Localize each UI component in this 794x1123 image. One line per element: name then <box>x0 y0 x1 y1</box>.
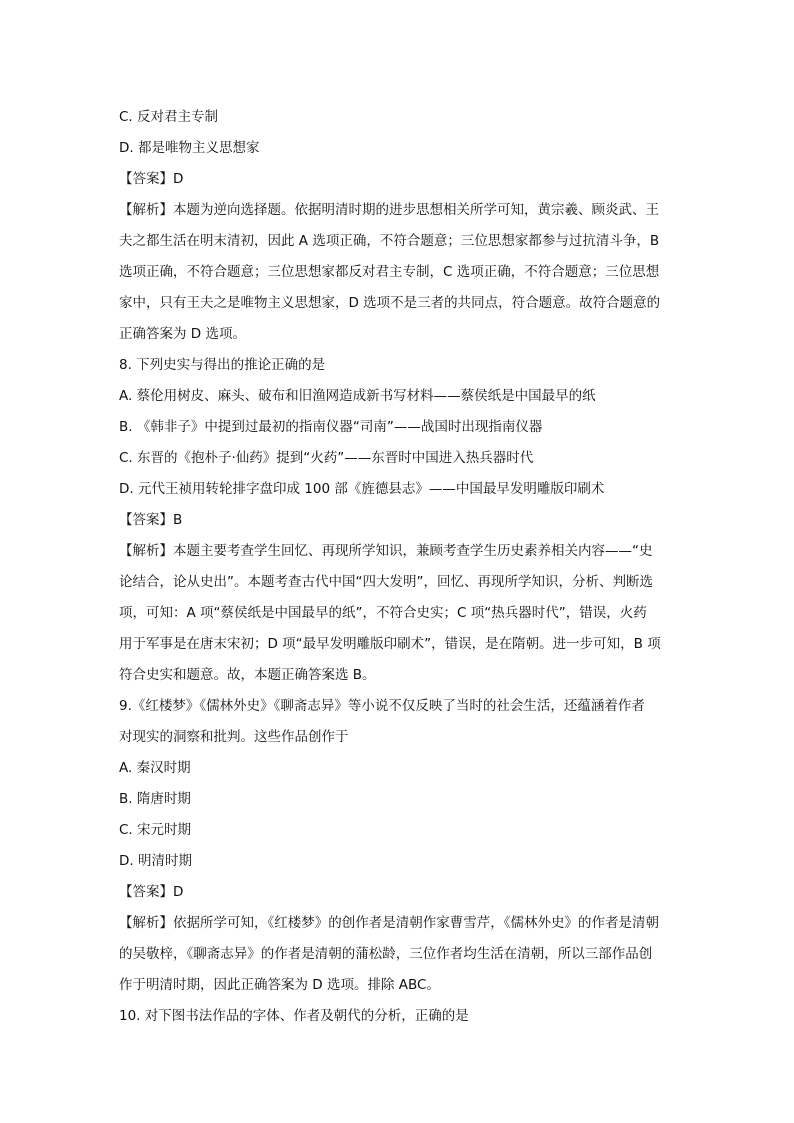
q9-analysis <box>119 908 679 1001</box>
q9-analysis-line: 的吴敬梓，《聊斋志异》的作者是清朝的蒲松龄，三位作者均生活在清朝，所以三部作品创 <box>119 946 653 962</box>
q9-option-d: D. 明清时期 <box>119 853 192 869</box>
q8-analysis-line: 【解析】本题主要考查学生回忆、再现所学知识，兼顾考查学生历史素养相关内容——“史 <box>119 543 653 559</box>
q7-analysis-line: 家中，只有王夫之是唯物主义思想家，D 选项不是三者的共同点，符合题意。故符合题意的 <box>119 295 661 311</box>
q8-stem: 8. 下列史实与得出的推论正确的是 <box>119 357 326 373</box>
document-page <box>119 102 679 1032</box>
q7-analysis-line: 夫之都生活在明末清初，因此 A 选项正确，不符合题意；三位思想家都参与过抗清斗争，B <box>119 233 660 249</box>
q8-answer: 【答案】B <box>119 512 183 528</box>
q9-stem <box>119 691 679 753</box>
q9-option-c: C. 宋元时期 <box>119 822 192 838</box>
q8-analysis-line: 符合史实和题意。故，本题正确答案选 B。 <box>119 667 376 683</box>
q7-answer: 【答案】D <box>119 171 184 187</box>
q7-option-c: C. 反对君主专制 <box>119 109 219 125</box>
q9-option-b: B. 隋唐时期 <box>119 791 191 807</box>
q8-option-d: D. 元代王祯用转轮排字盘印成 100 部《旌德县志》——中国最早发明雕版印刷术 <box>119 481 605 497</box>
q8-analysis <box>119 536 679 691</box>
q9-answer: 【答案】D <box>119 884 184 900</box>
q9-analysis-line: 作于明清时期，因此正确答案为 D 选项。排除 ABC。 <box>119 977 440 993</box>
q8-analysis-line: 项，可知：A 项“蔡侯纸是中国最早的纸”，不符合史实；C 项“热兵器时代”，错误，火药 <box>119 605 647 621</box>
q8-analysis-line: 论结合，论从史出”。本题考查古代中国“四大发明”，回忆、再现所学知识，分析、判断选 <box>119 574 653 590</box>
q7-analysis-line: 【解析】本题为逆向选择题。依据明清时期的进步思想相关所学可知，黄宗羲、顾炎武、王 <box>119 202 659 218</box>
q8-option-a: A. 蔡伦用树皮、麻头、破布和旧渔网造成新书写材料——蔡侯纸是中国最早的纸 <box>119 388 596 404</box>
q8-analysis-line: 用于军事是在唐末宋初；D 项“最早发明雕版印刷术”，错误，是在隋朝。进一步可知，B 项 <box>119 636 661 652</box>
q7-analysis-line: 选项正确，不符合题意；三位思想家都反对君主专制，C 选项正确，不符合题意；三位思想 <box>119 264 660 280</box>
q7-analysis <box>119 195 679 350</box>
q7-analysis-line: 正确答案为 D 选项。 <box>119 326 246 342</box>
q8-option-b: B. 《韩非子》中提到过最初的指南仪器“司南”——战国时出现指南仪器 <box>119 419 543 435</box>
q7-option-d: D. 都是唯物主义思想家 <box>119 140 260 156</box>
q10-stem: 10. 对下图书法作品的字体、作者及朝代的分析，正确的是 <box>119 1008 469 1024</box>
q9-analysis-line: 【解析】依据所学可知，《红楼梦》的创作者是清朝作家曹雪芹，《儒林外史》的作者是清朝 <box>119 915 659 931</box>
q9-stem-line: 对现实的洞察和批判。这些作品创作于 <box>119 729 349 745</box>
q8-option-c: C. 东晋的《抱朴子·仙药》提到“火药”——东晋时中国进入热兵器时代 <box>119 450 534 466</box>
q9-option-a: A. 秦汉时期 <box>119 760 191 776</box>
q9-stem-line: 9.《红楼梦》《儒林外史》《聊斋志异》等小说不仅反映了当时的社会生活，还蕴涵着作者 <box>119 698 645 714</box>
